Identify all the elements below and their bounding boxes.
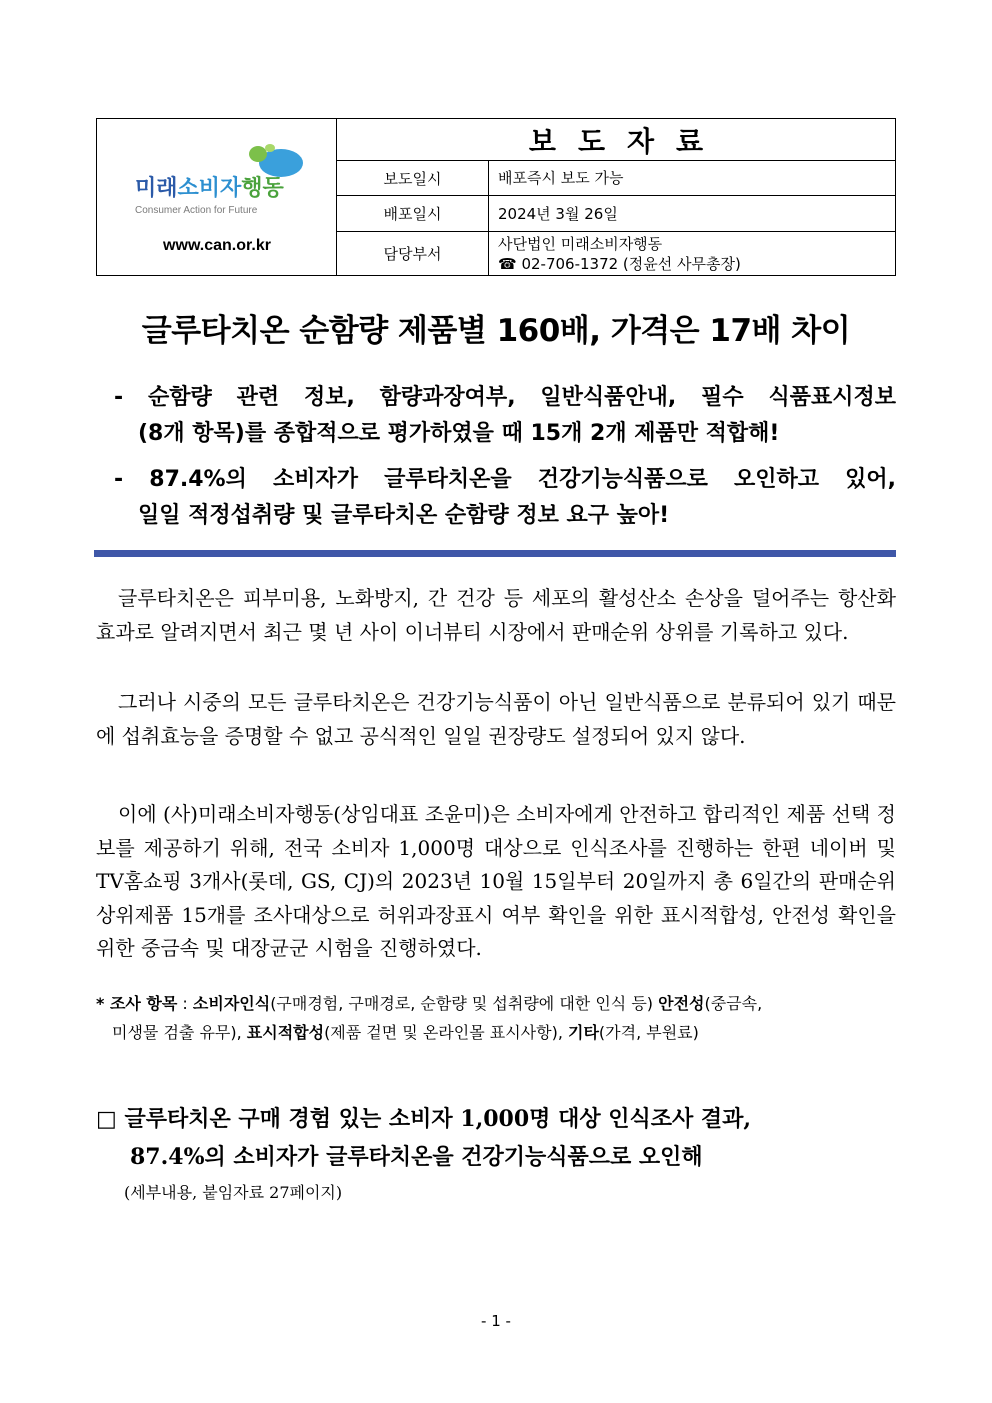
divider-bar xyxy=(94,550,896,557)
contact-phone: ☎ 02-706-1372 (정윤선 사무총장) xyxy=(498,254,741,273)
header-table xyxy=(96,118,896,276)
body-paragraph: 이에 (사)미래소비자행동(상임대표 조윤미)은 소비자에게 안전하고 합리적인 제품 선택 정보를 제공하기 위해, 전국 소비자 1,000명 대상으로 인식조사를 진행하는 한편 네이버 및 TV홈쇼핑 3개사(롯데, GS, CJ)의 2023년 10월 15일부터 20일까지 총 6일간의 판매순위 상위제품 15개를 조사대상으로 허위과장표시 여부 확인을 위한 표시적합성, 안전성 확인을 위한 중금속 및 대장균군 시험을 진행하였다. xyxy=(96,802,896,960)
page-number: - 1 - xyxy=(481,1312,511,1330)
info-value: 배포즉시 보도 가능 xyxy=(498,169,624,187)
info-row-department xyxy=(337,232,895,275)
info-row-release-date xyxy=(337,196,895,232)
logo-subtitle: Consumer Action for Future xyxy=(135,205,258,216)
logo-url: www.can.or.kr xyxy=(163,237,271,254)
section-reference: (세부내용, 붙임자료 27페이지) xyxy=(124,1183,343,1202)
info-label: 배포일시 xyxy=(337,196,489,231)
survey-items-note: * 조사 항목 : 소비자인식(구매경험, 구매경로, 순함량 및 섭취량에 대한 인식 등) 안전성(중금속, 미생물 검출 유무), 표시적합성(제품 겉면 및 온라인몰 표시사항), 기타(가격, 부원료) xyxy=(96,994,763,1042)
body-paragraph: 글루타치온은 피부미용, 노화방지, 간 건강 등 세포의 활성산소 손상을 덜어주는 항산화 효과로 알려지면서 최근 몇 년 사이 이너뷰티 시장에서 판매순위 상위를 기록하고 있다. xyxy=(96,586,896,644)
info-label: 보도일시 xyxy=(337,161,489,195)
headline: 글루타치온 순함량 제품별 160배, 가격은 17배 차이 xyxy=(141,313,851,349)
subheading-1: - 순함량 관련 정보, 함량과장여부, 일반식품안내, 필수 식품표시정보 (8개 항목)를 종합적으로 평가하였을 때 15개 2개 제품만 적합해! xyxy=(114,385,896,446)
logo-name: 미래소비자행동 xyxy=(135,176,284,201)
body-paragraph: 그러나 시중의 모든 글루타치온은 건강기능식품이 아닌 일반식품으로 분류되어 있기 때문에 섭취효능을 증명할 수 없고 공식적인 일일 권장량도 설정되어 있지 않다. xyxy=(96,690,896,748)
info-label: 담당부서 xyxy=(337,232,489,275)
info-row-report-date xyxy=(337,161,895,196)
press-release-title: 보도자료 xyxy=(337,119,895,161)
section-heading: □ 글루타치온 구매 경험 있는 소비자 1,000명 대상 인식조사 결과, 87.4%의 소비자가 글루타치온을 건강기능식품으로 오인해 xyxy=(96,1106,752,1170)
logo-cell xyxy=(97,119,337,275)
info-cell xyxy=(337,119,895,275)
info-value: 사단법인 미래소비자행동 ☎ 02-706-1372 (정윤선 사무총장) xyxy=(489,232,895,275)
info-value: 2024년 3월 26일 xyxy=(498,204,618,223)
subheading-2: - 87.4%의 소비자가 글루타치온을 건강기능식품으로 오인하고 있어, 일일 적정섭취량 및 글루타치온 순함량 정보 요구 높아! xyxy=(114,467,896,528)
